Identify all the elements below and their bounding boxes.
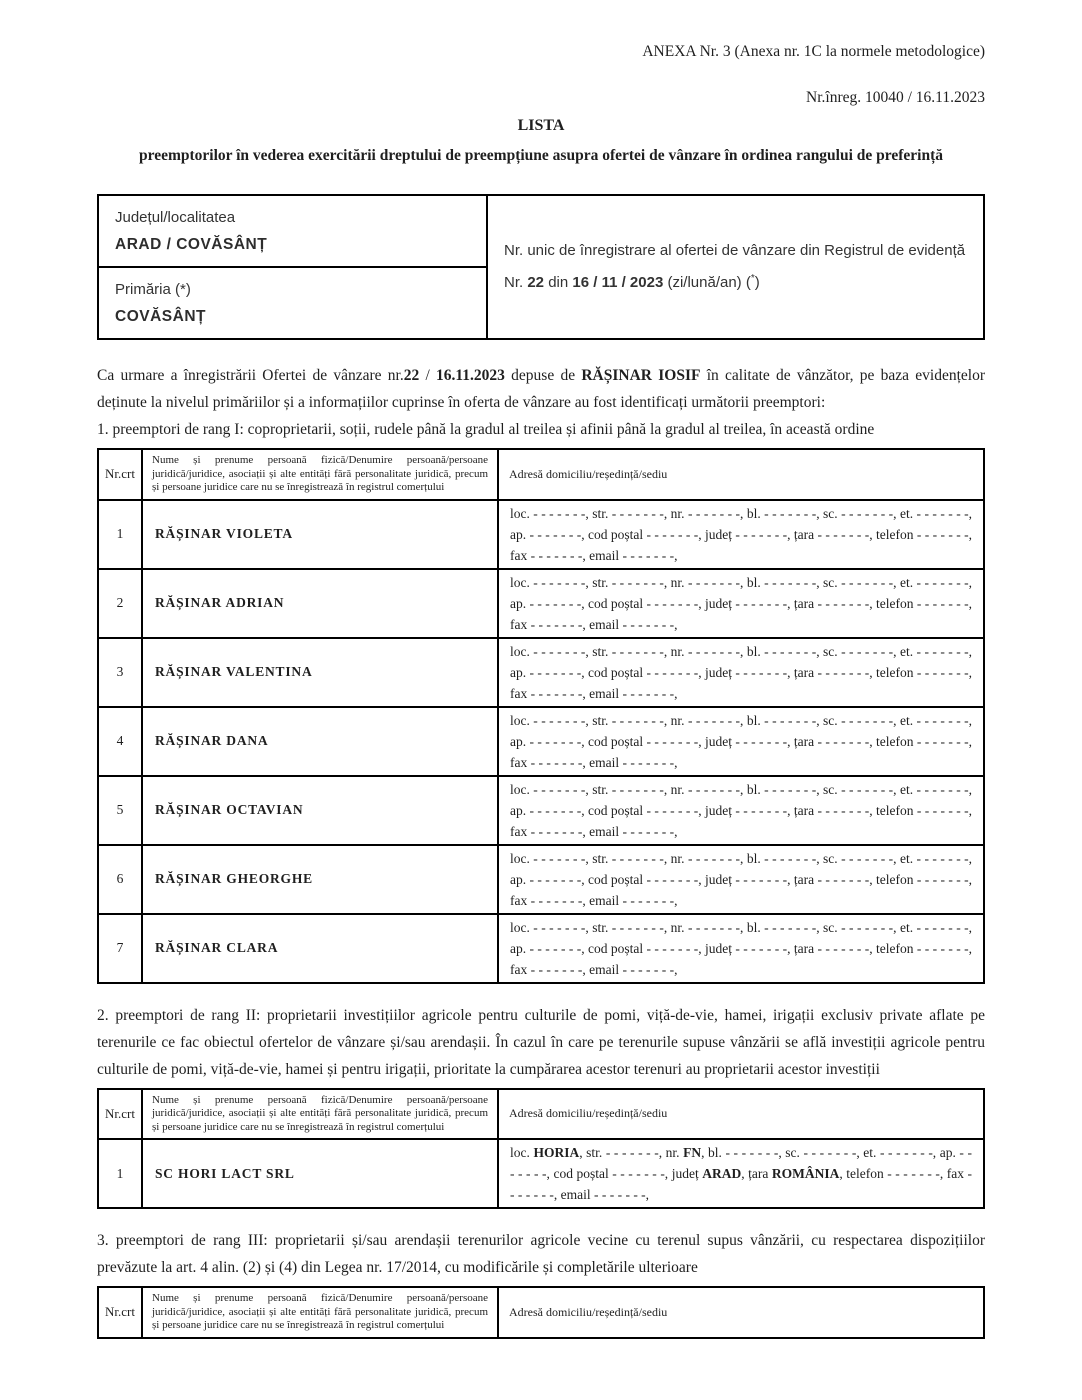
- preemptor-address: loc. - - - - - - -, str. - - - - - - -, nr. - - - - - - -, bl. - - - - - - -, sc. - - - - - - -, et. - - - - - - -, ap. - - - - - - -, cod poștal - - - - - - -, județ - - - - - - -, țara - - - - - - -, telefon - - - - - - -, fax - - - - - - -, email - - - - - - -,: [498, 776, 984, 845]
- preemptor-name: SC HORI LACT SRL: [142, 1139, 498, 1208]
- preemptor-name: RĂȘINAR ADRIAN: [142, 569, 498, 638]
- header-address: Adresă domiciliu/reședință/sediu: [498, 1089, 984, 1140]
- rang3-heading: 3. preemptori de rang III: proprietarii și/sau arendașii terenurilor agricole vecine cu terenul supus vânzării, cu respectarea dispozițiilor prevăzute la art. 4 alin. (2) și (4) din Legea nr. 17/2014, cu modificările și completările ulterioare: [97, 1232, 985, 1276]
- table-row: [98, 569, 984, 638]
- registration-number-line: Nr.înreg. 10040 / 16.11.2023: [806, 89, 985, 106]
- primaria-label: Primăria (*): [115, 281, 191, 298]
- county-cell: [98, 195, 487, 267]
- annex-heading: ANEXA Nr. 3 (Anexa nr. 1C la normele metodologice): [642, 43, 985, 60]
- rang2-heading: 2. preemptori de rang II: proprietarii investițiilor agricole pentru culturile de pomi, viță-de-vie, hamei, irigații exclusiv private aflate pe terenurile ce fac obiectul ofertelor de vânzare și/sau arendașii. În cazul în care pe terenurile supuse vânzării se află investiții agricole pentru culturile de pomi, viță-de-vie, hamei și pentru irigații, prioritate la cumpărarea acestor terenuri au proprietarii acestor investiții: [97, 1006, 985, 1078]
- header-nr-crt: Nr.crt: [98, 449, 142, 500]
- header-name: Nume și prenume persoană fizică/Denumire persoană/persoane juridică/juridice, asociații și alte entități fără personalitate juridică, precum și persoane juridice care nu se înregistrează în registrul comerțului: [142, 1287, 498, 1338]
- header-nr-crt: Nr.crt: [98, 1089, 142, 1140]
- preemptor-name: RĂȘINAR CLARA: [142, 914, 498, 983]
- table-row: [98, 776, 984, 845]
- preemptor-name: RĂȘINAR VIOLETA: [142, 500, 498, 569]
- unique-registration-text: Nr. unic de înregistrare al ofertei de vânzare din Registrul de evidență: [504, 242, 966, 259]
- registration-info-table: [97, 194, 985, 340]
- row-number: 6: [98, 845, 142, 914]
- primaria-cell: [98, 267, 487, 339]
- row-number: 5: [98, 776, 142, 845]
- rang2-table: [97, 1088, 985, 1210]
- county-label: Județul/localitatea: [115, 209, 236, 226]
- table-row: [98, 500, 984, 569]
- preemptor-address: loc. - - - - - - -, str. - - - - - - -, nr. - - - - - - -, bl. - - - - - - -, sc. - - - - - - -, et. - - - - - - -, ap. - - - - - - -, cod poștal - - - - - - -, județ - - - - - - -, țara - - - - - - -, telefon - - - - - - -, fax - - - - - - -, email - - - - - - -,: [498, 569, 984, 638]
- preemptor-address: loc. - - - - - - -, str. - - - - - - -, nr. - - - - - - -, bl. - - - - - - -, sc. - - - - - - -, et. - - - - - - -, ap. - - - - - - -, cod poștal - - - - - - -, județ - - - - - - -, țara - - - - - - -, telefon - - - - - - -, fax - - - - - - -, email - - - - - - -,: [498, 914, 984, 983]
- header-address: Adresă domiciliu/reședință/sediu: [498, 1287, 984, 1338]
- row-number: 7: [98, 914, 142, 983]
- header-name: Nume și prenume persoană fizică/Denumire persoană/persoane juridică/juridice, asociații și alte entități fără personalitate juridică, precum și persoane juridice care nu se înregistrează în registrul comerțului: [142, 1089, 498, 1140]
- preemptor-address: loc. - - - - - - -, str. - - - - - - -, nr. - - - - - - -, bl. - - - - - - -, sc. - - - - - - -, et. - - - - - - -, ap. - - - - - - -, cod poștal - - - - - - -, județ - - - - - - -, țara - - - - - - -, telefon - - - - - - -, fax - - - - - - -, email - - - - - - -,: [498, 845, 984, 914]
- table-row: [98, 638, 984, 707]
- table-row: [98, 914, 984, 983]
- county-value: ARAD / COVĂSÂNȚ: [115, 236, 268, 253]
- unique-registration-cell: [487, 195, 984, 339]
- primaria-value: COVĂSÂNȚ: [115, 308, 206, 325]
- row-number: 1: [98, 1139, 142, 1208]
- preemptor-address: loc. HORIA, str. - - - - - - -, nr. FN, bl. - - - - - - -, sc. - - - - - - -, et. - - - - - - -, ap. - - - - - - -, cod poștal - - - - - - -, județ ARAD, țara ROMÂNIA, telefon - - - - - - -, fax - - - - - - -, email - - - - - - -,: [498, 1139, 984, 1208]
- row-number: 2: [98, 569, 142, 638]
- list-heading: LISTA: [517, 117, 565, 134]
- row-number: 3: [98, 638, 142, 707]
- table-row: [98, 707, 984, 776]
- preemptor-name: RĂȘINAR OCTAVIAN: [142, 776, 498, 845]
- preemptor-address: loc. - - - - - - -, str. - - - - - - -, nr. - - - - - - -, bl. - - - - - - -, sc. - - - - - - -, et. - - - - - - -, ap. - - - - - - -, cod poștal - - - - - - -, județ - - - - - - -, țara - - - - - - -, telefon - - - - - - -, fax - - - - - - -, email - - - - - - -,: [498, 638, 984, 707]
- county-row: [98, 195, 984, 267]
- header-name: Nume și prenume persoană fizică/Denumire persoană/persoane juridică/juridice, asociații și alte entități fără personalitate juridică, precum și persoane juridice care nu se înregistrează în registrul comerțului: [142, 449, 498, 500]
- row-number: 1: [98, 500, 142, 569]
- preemptor-address: loc. - - - - - - -, str. - - - - - - -, nr. - - - - - - -, bl. - - - - - - -, sc. - - - - - - -, et. - - - - - - -, ap. - - - - - - -, cod poștal - - - - - - -, județ - - - - - - -, țara - - - - - - -, telefon - - - - - - -, fax - - - - - - -, email - - - - - - -,: [498, 500, 984, 569]
- rang1-table: [97, 448, 985, 984]
- table-row: [98, 845, 984, 914]
- row-number: 4: [98, 707, 142, 776]
- document-title: preemptorilor în vederea exercitării dreptului de preempțiune asupra ofertei de vânzare în ordinea rangului de preferință: [138, 147, 944, 164]
- header-nr-crt: Nr.crt: [98, 1287, 142, 1338]
- rang3-header-row: [98, 1287, 984, 1338]
- preemptor-name: RĂȘINAR GHEORGHE: [142, 845, 498, 914]
- table-row: [98, 1139, 984, 1208]
- rang3-table: [97, 1286, 985, 1339]
- preemptor-name: RĂȘINAR VALENTINA: [142, 638, 498, 707]
- rang1-header-row: [98, 449, 984, 500]
- intro-paragraph: Ca urmare a înregistrării Ofertei de vânzare nr.22 / 16.11.2023 depuse de RĂȘINAR IOSIF în calitate de vânzător, pe baza evidențelor deținute la nivelul primăriilor și a informațiilor cuprinse în oferta de vânzare au fost identificați următorii preemptori:: [97, 367, 985, 411]
- header-address: Adresă domiciliu/reședință/sediu: [498, 449, 984, 500]
- preemptor-address: loc. - - - - - - -, str. - - - - - - -, nr. - - - - - - -, bl. - - - - - - -, sc. - - - - - - -, et. - - - - - - -, ap. - - - - - - -, cod poștal - - - - - - -, județ - - - - - - -, țara - - - - - - -, telefon - - - - - - -, fax - - - - - - -, email - - - - - - -,: [498, 707, 984, 776]
- registration-number-value: Nr. 22 din 16 / 11 / 2023 (zi/lună/an) (*): [504, 273, 760, 291]
- preemptor-name: RĂȘINAR DANA: [142, 707, 498, 776]
- rang2-header-row: [98, 1089, 984, 1140]
- rang1-heading: 1. preemptori de rang I: coproprietarii, soții, rudele până la gradul al treilea și afinii până la gradul al treilea, în această ordine: [97, 421, 875, 438]
